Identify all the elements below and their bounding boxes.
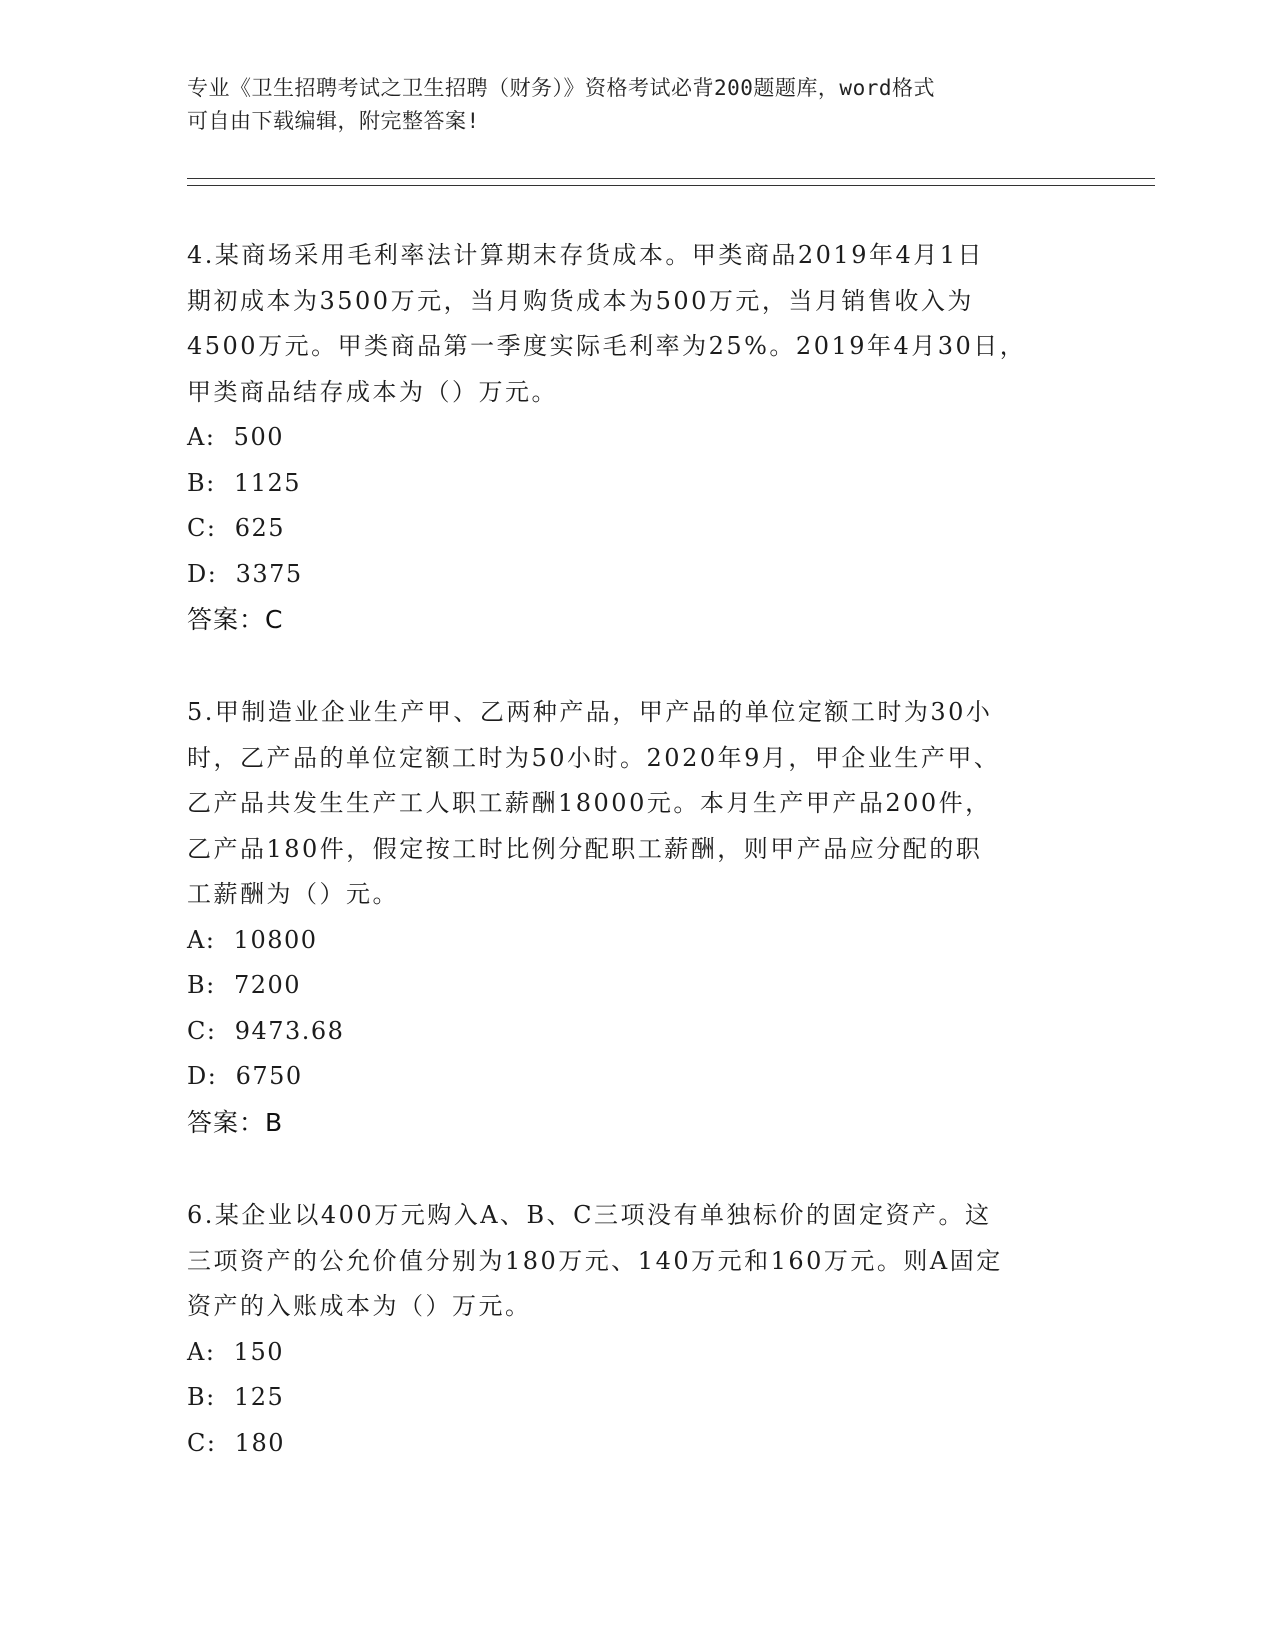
- answer-label: 答案：B: [187, 1107, 284, 1137]
- option-b: B: 125: [187, 1383, 285, 1411]
- question-stem-line: 乙产品共发生生产工人职工薪酬18000元。本月生产甲产品200件，: [187, 789, 992, 817]
- option-a: A: 500: [187, 423, 284, 451]
- option-c: C: 625: [187, 514, 286, 542]
- question-6: [187, 1193, 1087, 1466]
- question-4: [187, 233, 1087, 643]
- option-c: C: 180: [187, 1428, 286, 1457]
- question-stem-line: 工薪酬为（）元。: [187, 880, 399, 908]
- question-stem-line: 4500万元。甲类商品第一季度实际毛利率为25%。2019年4月30日，: [187, 332, 1027, 360]
- answer-label: 答案：C: [187, 605, 284, 634]
- option-d: D: 6750: [187, 1062, 303, 1090]
- header-line-1: 专业《卫生招聘考试之卫生招聘（财务）》资格考试必背200题题库，word格式: [187, 76, 935, 100]
- question-stem-line: 期初成本为3500万元，当月购货成本为500万元，当月销售收入为: [187, 286, 974, 315]
- question-stem-line: 乙产品180件，假定按工时比例分配职工薪酬，则甲产品应分配的职: [187, 834, 983, 863]
- header-line-2: 可自由下载编辑，附完整答案!: [187, 109, 480, 133]
- option-c: C: 9473.68: [187, 1016, 345, 1045]
- question-stem-line: 4.某商场采用毛利率法计算期末存货成本。甲类商品2019年4月1日: [187, 241, 985, 269]
- option-a: A: 150: [187, 1337, 284, 1366]
- header-double-rule: [187, 178, 1155, 186]
- option-d: D: 3375: [187, 559, 303, 588]
- question-stem-line: 资产的入账成本为（）万元。: [187, 1292, 532, 1320]
- question-stem-line: 时，乙产品的单位定额工时为50小时。2020年9月，甲企业生产甲、: [187, 743, 1001, 772]
- question-stem-line: 三项资产的公允价值分别为180万元、140万元和160万元。则A固定: [187, 1246, 1003, 1275]
- option-b: B: 1125: [187, 468, 302, 497]
- question-5: [187, 690, 1087, 1145]
- question-stem-line: 5.甲制造业企业生产甲、乙两种产品，甲产品的单位定额工时为30小: [187, 698, 993, 726]
- option-a: A: 10800: [187, 925, 318, 954]
- option-b: B: 7200: [187, 971, 302, 999]
- document-header: [187, 72, 1067, 138]
- question-stem-line: 6.某企业以400万元购入A、B、C三项没有单独标价的固定资产。这: [187, 1201, 992, 1229]
- question-stem-line: 甲类商品结存成本为（）万元。: [187, 377, 558, 406]
